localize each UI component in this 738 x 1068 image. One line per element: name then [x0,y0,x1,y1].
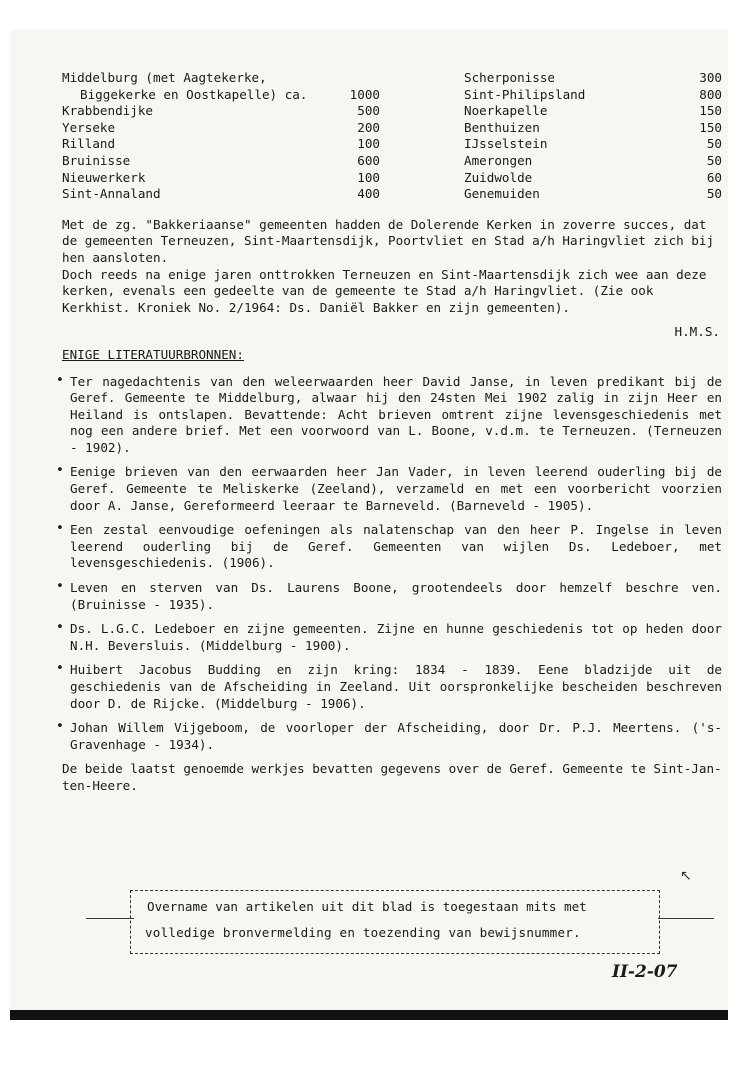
list-item [464,153,722,170]
place-name: Sint-Philipsland [464,86,586,102]
place-count: 200 [357,119,380,135]
list-item [464,170,722,187]
place-name: Nieuwerkerk [62,169,146,185]
place-count: 50 [706,152,722,168]
list-item [464,70,722,87]
place-count: 800 [699,86,722,102]
place-name: Zuidwolde [464,169,533,185]
place-name: Benthuizen [464,119,540,135]
document-body [62,70,722,795]
list-item [464,103,722,120]
divider [658,918,714,919]
place-name: Bruinisse [62,152,131,168]
list-item: • Ds. L.G.C. Ledeboer en zijne gemeenten. Zijne en hunne geschiedenis tot op heden door N.H. Beversluis. (Middelburg - 1900). [62,621,722,654]
list-item: • Huibert Jacobus Budding en zijn kring: 1834 - 1839. Eene bladzijde uit de geschiedenis van de Afscheiding in Zeeland. Uit oorspronkelijke bescheiden beschreven door D. de Rijcke. (Middelburg - 1906). [62,662,722,712]
places-left-column [62,70,380,203]
author-initials: H.M.S. [674,324,720,340]
place-name: Krabbendijke [62,103,153,119]
place-count: 100 [357,136,380,152]
closing-note: De beide laatst genoemde werkjes bevatten gegevens over de Geref. Gemeente te Sint-Jan-ten-Heere. [62,761,722,793]
place-count: 500 [357,103,380,119]
place-count: 1000 [349,86,380,102]
place-name: Biggekerke en Oostkapelle) ca. [80,86,308,102]
list-item [62,120,380,137]
list-item [62,153,380,170]
place-count: 150 [699,103,722,119]
notice-line: volledige bronvermelding en toezending van bewijsnummer. [145,925,581,940]
place-count: 60 [706,169,722,185]
handwritten-page-mark: II-2-07 [612,962,678,982]
list-item [464,87,722,104]
place-name: Scherponisse [464,70,555,85]
place-count: 600 [357,152,380,168]
list-item [464,136,722,153]
place-count: 150 [699,119,722,135]
list-item: • Ter nagedachtenis van den weleerwaarden heer David Janse, in leven predikant bij de Geref. Gemeente te Middelburg, alwaar hij den 24sten Mei 1902 zalig in zijn Heer en Heiland is ontslapen. Bevattende: Acht brieven omtrent zijne levensgeschiedenis met nog een andere brief. Met een voorwoord van L. Boone, v.d.m. te Terneuzen. (Terneuzen - 1902). [62,374,722,457]
scan-mark: ↖ [680,868,692,884]
list-item: • Een zestal eenvoudige oefeningen als nalatenschap van den heer P. Ingelse in leven leerend ouderling bij de Geref. Gemeenten van wijlen Ds. Ledeboer, met levensgeschiedenis. (1906). [62,522,722,572]
list-item [62,136,380,153]
list-item [62,87,380,104]
literature-list [62,374,722,754]
divider [86,918,134,919]
place-name: Noerkapelle [464,103,548,119]
list-item [62,103,380,120]
list-item [62,70,380,87]
list-item [62,170,380,187]
place-name: Rilland [62,136,116,152]
list-item: • Johan Willem Vijgeboom, de voorloper der Afscheiding, door Dr. P.J. Meertens. ('s-Gravenhage - 1934). [62,720,722,753]
notice-line: Overname van artikelen uit dit blad is toegestaan mits met [147,899,587,914]
places-right-column [464,70,722,203]
copyright-notice-box [130,890,660,954]
place-count: 300 [699,70,722,85]
place-count: 400 [357,186,380,202]
place-name: Middelburg (met Aagtekerke, [62,70,267,85]
list-item: • Eenige brieven van den eerwaarden heer Jan Vader, in leven leerend ouderling bij de Geref. Gemeente te Meliskerke (Zeeland), verzameld en met een voorbericht voorzien door A. Janse, Gereformeerd leeraar te Barneveld. (Barneveld - 1905). [62,464,722,514]
place-count [340,70,380,87]
place-count: 50 [706,186,722,202]
place-name: Genemuiden [464,186,540,202]
list-item [464,186,722,203]
literature-heading: ENIGE LITERATUURBRONNEN: [62,346,244,362]
paragraph-withdrawal: Doch reeds na enige jaren onttrokken Terneuzen en Sint-Maartensdijk zich wee aan deze kerken, evenals een gedeelte van de gemeente te Stad a/h Haringvliet. (Zie ook Kerkhist. Kroniek No. 2/1964: Ds. Daniël Bakker en zijn gemeenten). [62,266,707,315]
list-item [464,120,722,137]
membership-table [62,70,722,203]
place-name: Yerseke [62,119,116,135]
place-count: 100 [357,169,380,185]
paragraph-bakkeriaanse: Met de zg. "Bakkeriaanse" gemeenten hadden de Dolerende Kerken in zoverre succes, dat de gemeenten Terneuzen, Sint-Maartensdijk, Poortvliet en Stad a/h Haringvliet zich bij hen aansloten. [62,216,715,265]
list-item: • Leven en sterven van Ds. Laurens Boone, grootendeels door hemzelf beschre ven. (Bruinisse - 1935). [62,580,722,613]
place-count: 50 [706,136,722,152]
place-name: IJsselstein [464,136,548,152]
place-name: Sint-Annaland [62,186,161,202]
list-item [62,186,380,203]
place-name: Amerongen [464,152,533,168]
